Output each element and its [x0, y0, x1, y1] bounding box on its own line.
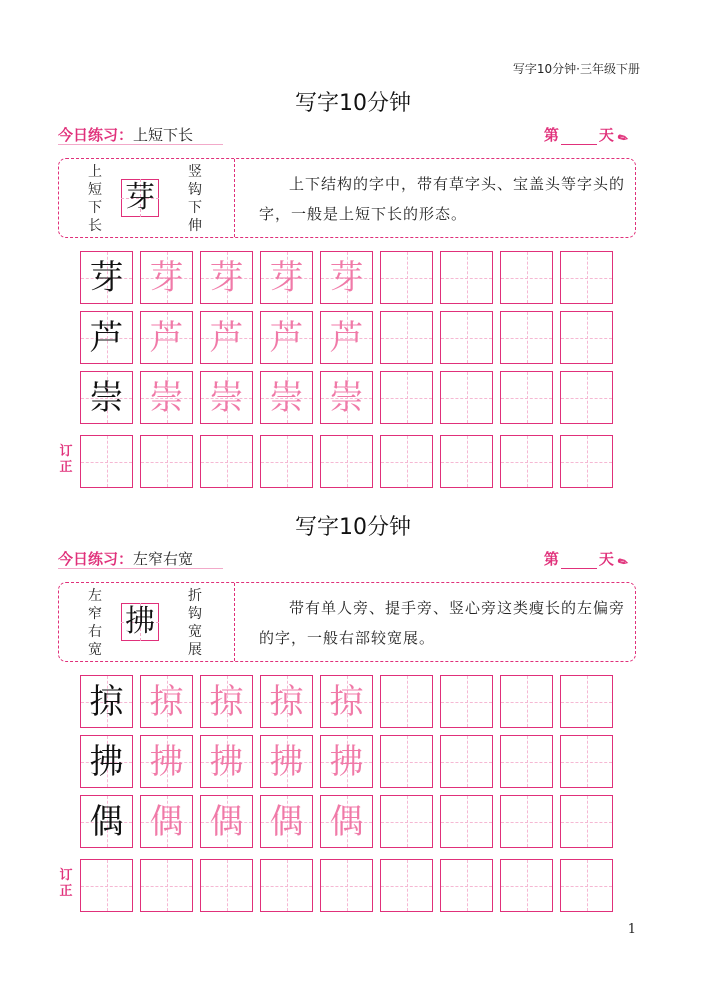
trace-cell[interactable]: 崇	[200, 371, 253, 424]
blank-cell[interactable]	[140, 435, 193, 488]
sample-char: 拂	[125, 604, 155, 639]
section-title: 写字10分钟	[295, 515, 411, 540]
practice-row	[80, 675, 613, 728]
correction-row	[80, 859, 613, 912]
rule-left-text: 左 窄 右 宽	[88, 588, 102, 658]
trace-cell[interactable]: 偶	[260, 795, 313, 848]
rule-box	[58, 582, 636, 662]
day-suffix: 天	[598, 126, 614, 144]
sample-char-box	[121, 179, 159, 217]
practice-underline	[58, 144, 223, 145]
blank-cell[interactable]	[380, 311, 433, 364]
trace-cell[interactable]: 拂	[140, 735, 193, 788]
trace-cell[interactable]: 拂	[320, 735, 373, 788]
blank-cell[interactable]	[440, 735, 493, 788]
practice-row	[80, 251, 613, 304]
blank-cell[interactable]	[560, 675, 613, 728]
blank-cell[interactable]	[380, 735, 433, 788]
trace-cell[interactable]: 芦	[140, 311, 193, 364]
blank-cell[interactable]	[500, 735, 553, 788]
blank-cell[interactable]	[320, 435, 373, 488]
model-cell: 偶	[80, 795, 133, 848]
model-cell: 芽	[80, 251, 133, 304]
book-header: 写字10分钟·三年级下册	[512, 62, 640, 76]
trace-cell[interactable]: 芦	[260, 311, 313, 364]
blank-cell[interactable]	[380, 251, 433, 304]
blank-cell[interactable]	[560, 735, 613, 788]
trace-cell[interactable]: 掠	[320, 675, 373, 728]
trace-cell[interactable]: 芦	[320, 311, 373, 364]
trace-cell[interactable]: 拂	[260, 735, 313, 788]
blank-cell[interactable]	[200, 435, 253, 488]
trace-cell[interactable]: 掠	[260, 675, 313, 728]
model-cell: 拂	[80, 735, 133, 788]
trace-cell[interactable]: 拂	[200, 735, 253, 788]
blank-cell[interactable]	[440, 371, 493, 424]
blank-cell[interactable]	[440, 859, 493, 912]
trace-cell[interactable]: 偶	[140, 795, 193, 848]
day-suffix: 天	[598, 550, 614, 568]
blank-cell[interactable]	[500, 795, 553, 848]
blank-cell[interactable]	[560, 311, 613, 364]
blank-cell[interactable]	[380, 675, 433, 728]
trace-cell[interactable]: 掠	[200, 675, 253, 728]
trace-cell[interactable]: 芽	[320, 251, 373, 304]
section-title: 写字10分钟	[295, 91, 411, 116]
practice-value: 上短下长	[133, 126, 194, 144]
day-field	[543, 124, 631, 147]
model-cell: 掠	[80, 675, 133, 728]
blank-cell[interactable]	[200, 859, 253, 912]
practice-heading	[58, 548, 193, 569]
trace-cell[interactable]: 偶	[200, 795, 253, 848]
practice-label: 今日练习：	[58, 550, 134, 568]
correction-row	[80, 435, 613, 488]
practice-underline	[58, 568, 223, 569]
day-prefix: 第	[543, 550, 559, 568]
blank-cell[interactable]	[80, 859, 133, 912]
practice-row	[80, 735, 613, 788]
trace-cell[interactable]: 芽	[200, 251, 253, 304]
blank-cell[interactable]	[260, 435, 313, 488]
trace-cell[interactable]: 崇	[140, 371, 193, 424]
blank-cell[interactable]	[500, 251, 553, 304]
practice-row	[80, 371, 613, 424]
trace-cell[interactable]: 崇	[320, 371, 373, 424]
practice-row	[80, 311, 613, 364]
blank-cell[interactable]	[560, 251, 613, 304]
practice-value: 左窄右宽	[133, 550, 194, 568]
sample-char-box	[121, 603, 159, 641]
blank-cell[interactable]	[500, 675, 553, 728]
blank-cell[interactable]	[560, 795, 613, 848]
trace-cell[interactable]: 掠	[140, 675, 193, 728]
blank-cell[interactable]	[380, 371, 433, 424]
blank-cell[interactable]	[560, 371, 613, 424]
model-cell: 崇	[80, 371, 133, 424]
sample-char: 芽	[125, 180, 155, 215]
blank-cell[interactable]	[440, 311, 493, 364]
day-blank[interactable]	[561, 554, 597, 569]
correction-label: 订 正	[59, 868, 73, 899]
rule-right-text: 折 钩 宽 展	[188, 588, 202, 658]
blank-cell[interactable]	[560, 435, 613, 488]
trace-cell[interactable]: 芽	[260, 251, 313, 304]
blank-cell[interactable]	[140, 859, 193, 912]
blank-cell[interactable]	[320, 859, 373, 912]
blank-cell[interactable]	[380, 795, 433, 848]
blank-cell[interactable]	[500, 435, 553, 488]
rule-left-text: 上 短 下 长	[88, 164, 102, 234]
page-number: 1	[627, 922, 636, 937]
practice-heading	[58, 124, 193, 145]
blank-cell[interactable]	[440, 675, 493, 728]
rule-description: 带有单人旁、提手旁、竖心旁这类瘦长的左偏旁的字，一般右部较宽展。	[259, 599, 626, 647]
box-divider	[234, 583, 235, 661]
correction-label: 订 正	[59, 444, 73, 475]
blank-cell[interactable]	[500, 311, 553, 364]
practice-label: 今日练习：	[58, 126, 134, 144]
blank-cell[interactable]	[440, 795, 493, 848]
trace-cell[interactable]: 芽	[140, 251, 193, 304]
blank-cell[interactable]	[500, 371, 553, 424]
pencil-icon: ✎	[615, 129, 631, 147]
pencil-icon: ✎	[615, 553, 631, 571]
blank-cell[interactable]	[440, 435, 493, 488]
rule-description: 上下结构的字中，带有草字头、宝盖头等字头的字，一般是上短下长的形态。	[259, 175, 626, 223]
blank-cell[interactable]	[380, 859, 433, 912]
blank-cell[interactable]	[500, 859, 553, 912]
trace-cell[interactable]: 偶	[320, 795, 373, 848]
model-cell: 芦	[80, 311, 133, 364]
day-prefix: 第	[543, 126, 559, 144]
rule-box	[58, 158, 636, 238]
box-divider	[234, 159, 235, 237]
blank-cell[interactable]	[80, 435, 133, 488]
blank-cell[interactable]	[380, 435, 433, 488]
trace-cell[interactable]: 芦	[200, 311, 253, 364]
day-blank[interactable]	[561, 130, 597, 145]
blank-cell[interactable]	[560, 859, 613, 912]
blank-cell[interactable]	[440, 251, 493, 304]
practice-row	[80, 795, 613, 848]
blank-cell[interactable]	[260, 859, 313, 912]
trace-cell[interactable]: 崇	[260, 371, 313, 424]
day-field	[543, 548, 631, 571]
rule-right-text: 竖 钩 下 伸	[188, 164, 202, 234]
